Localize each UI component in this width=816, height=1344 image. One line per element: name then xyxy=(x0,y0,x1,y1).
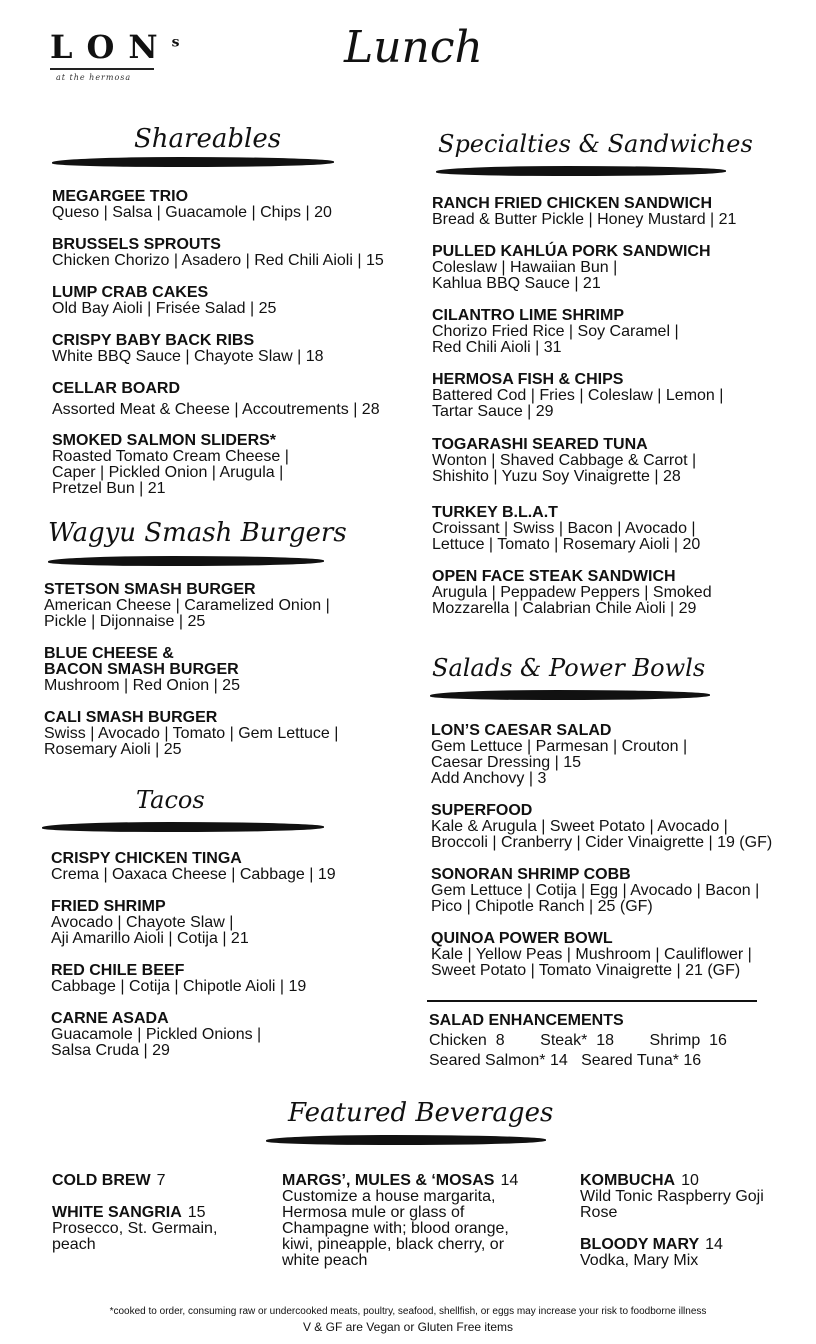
beverage-description: Vodka, Mary Mix xyxy=(580,1252,699,1269)
menu-item-name: CARNE ASADA xyxy=(51,1010,169,1027)
logo-subtitle: at the hermosa xyxy=(56,73,132,82)
menu-item xyxy=(431,867,759,915)
menu-item xyxy=(44,582,330,630)
menu-item xyxy=(51,851,336,883)
menu-item-description: Mushroom | Red Onion | 25 xyxy=(44,677,240,694)
menu-item-description: Gem Lettuce | Parmesan | Crouton | Caesar Dressing | 15 Add Anchovy | 3 xyxy=(431,738,688,787)
menu-item-description: Coleslaw | Hawaiian Bun | Kahlua BBQ Sauce | 21 xyxy=(432,259,618,292)
footer-disclaimer: *cooked to order, consuming raw or undercooked meats, poultry, seafood, shellfish, or eggs may increase your risk to foodborne illness xyxy=(109,1306,707,1317)
menu-item xyxy=(431,931,752,979)
beverage-description: Prosecco, St. Germain, peach xyxy=(52,1220,218,1253)
menu-item-description: Chicken Chorizo | Asadero | Red Chili Aioli | 15 xyxy=(52,252,384,269)
menu-item xyxy=(432,244,711,292)
menu-item-description: Gem Lettuce | Cotija | Egg | Avocado | Bacon | Pico | Chipotle Ranch | 25 (GF) xyxy=(431,882,760,915)
menu-item-description: Battered Cod | Fries | Coleslaw | Lemon | Tartar Sauce | 29 xyxy=(432,387,724,420)
menu-item xyxy=(432,437,696,485)
menu-item xyxy=(52,381,380,418)
menu-item-name: CRISPY CHICKEN TINGA xyxy=(51,850,242,867)
menu-item-description: Old Bay Aioli | Frisée Salad | 25 xyxy=(52,300,277,317)
menu-item-description: Cabbage | Cotija | Chipotle Aioli | 19 xyxy=(51,978,307,995)
logo-text: LON xyxy=(50,28,172,66)
tacos-heading: Tacos xyxy=(136,786,205,814)
menu-item xyxy=(52,237,384,269)
logo-small-text: s xyxy=(171,34,180,51)
menu-item-description: Crema | Oaxaca Cheese | Cabbage | 19 xyxy=(51,866,336,883)
menu-item-name: MEGARGEE TRIO xyxy=(52,188,189,205)
beverage-item xyxy=(580,1173,764,1221)
tacos-brush-divider xyxy=(42,822,324,832)
menu-item-name: OPEN FACE STEAK SANDWICH xyxy=(432,568,676,585)
menu-item-name: RANCH FRIED CHICKEN SANDWICH xyxy=(432,195,712,212)
page-title: Lunch xyxy=(344,22,483,73)
beverage-description: Customize a house margarita, Hermosa mule or glass of Champagne with; blood orange, kiwi, pineapple, black cherry, or white peach xyxy=(282,1188,509,1269)
beverage-name: KOMBUCHA xyxy=(580,1172,676,1189)
menu-item xyxy=(51,963,306,995)
menu-item-description: Arugula | Peppadew Peppers | Smoked Mozzarella | Calabrian Chile Aioli | 29 xyxy=(432,584,712,617)
enhancements-row: Seared Salmon* 14 Seared Tuna* 16 xyxy=(429,1052,702,1069)
menu-item xyxy=(432,308,679,356)
menu-item xyxy=(52,433,289,497)
menu-item xyxy=(52,189,332,221)
specialties-heading: Specialties & Sandwiches xyxy=(438,130,753,158)
menu-item-name: LON’S CAESAR SALAD xyxy=(431,722,612,739)
menu-item-description: Assorted Meat & Cheese | Accoutrements | 28 xyxy=(52,401,380,418)
menu-item-name: SONORAN SHRIMP COBB xyxy=(431,866,631,883)
beverage-price: 10 xyxy=(681,1172,699,1189)
beverages-brush-divider xyxy=(266,1135,546,1145)
menu-item-name: FRIED SHRIMP xyxy=(51,898,166,915)
menu-item-description: Roasted Tomato Cream Cheese | Caper | Pickled Onion | Arugula | Pretzel Bun | 21 xyxy=(52,448,289,497)
menu-item-name: PULLED KAHLÚA PORK SANDWICH xyxy=(432,243,711,260)
menu-item-name: SMOKED SALMON SLIDERS* xyxy=(52,432,277,449)
menu-item-description: Bread & Butter Pickle | Honey Mustard | 21 xyxy=(432,211,737,228)
burgers-heading: Wagyu Smash Burgers xyxy=(48,518,347,548)
menu-item-name: TOGARASHI SEARED TUNA xyxy=(432,436,648,453)
menu-item-description: Kale & Arugula | Sweet Potato | Avocado | Broccoli | Cranberry | Cider Vinaigrette | 19 (GF) xyxy=(431,818,773,851)
beverage-description: Wild Tonic Raspberry Goji Rose xyxy=(580,1188,764,1221)
menu-item-name: CALI SMASH BURGER xyxy=(44,709,218,726)
menu-item-name: CELLAR BOARD xyxy=(52,380,180,397)
menu-item-name: STETSON SMASH BURGER xyxy=(44,581,256,598)
menu-item-name: CILANTRO LIME SHRIMP xyxy=(432,307,624,324)
menu-item xyxy=(44,710,338,758)
enhancements-divider xyxy=(427,1000,757,1002)
footer-legend: V & GF are Vegan or Gluten Free items xyxy=(302,1320,514,1334)
menu-item-name: BLUE CHEESE & BACON SMASH BURGER xyxy=(44,645,239,678)
beverage-name: WHITE SANGRIA xyxy=(52,1204,182,1221)
menu-item xyxy=(432,372,723,420)
burgers-brush-divider xyxy=(48,556,324,566)
beverage-price: 14 xyxy=(500,1172,519,1189)
menu-item-description: Chorizo Fried Rice | Soy Caramel | Red Chili Aioli | 31 xyxy=(432,323,679,356)
menu-item-description: Swiss | Avocado | Tomato | Gem Lettuce | Rosemary Aioli | 25 xyxy=(44,725,339,758)
menu-item-description: Avocado | Chayote Slaw | Aji Amarillo Aioli | Cotija | 21 xyxy=(51,914,249,947)
menu-item-description: Guacamole | Pickled Onions | Salsa Cruda | 29 xyxy=(51,1026,262,1059)
beverage-name: MARGS’, MULES & ‘MOSAS xyxy=(282,1172,495,1189)
menu-item xyxy=(432,196,736,228)
menu-item-name: TURKEY B.L.A.T xyxy=(432,504,558,521)
beverage-price: 14 xyxy=(705,1236,723,1253)
menu-item-description: American Cheese | Caramelized Onion | Pickle | Dijonnaise | 25 xyxy=(44,597,330,630)
beverage-item xyxy=(52,1205,217,1253)
logo-wordmark xyxy=(50,28,180,66)
menu-item xyxy=(431,803,772,851)
shareables-heading: Shareables xyxy=(134,124,282,154)
beverage-item xyxy=(282,1173,518,1269)
menu-item-description: Queso | Salsa | Guacamole | Chips | 20 xyxy=(52,204,332,221)
menu-item xyxy=(44,646,240,694)
beverages-heading: Featured Beverages xyxy=(288,1098,554,1128)
menu-item xyxy=(431,723,687,787)
menu-item-description: White BBQ Sauce | Chayote Slaw | 18 xyxy=(52,348,324,365)
beverage-item xyxy=(52,1173,166,1189)
menu-item-name: CRISPY BABY BACK RIBS xyxy=(52,332,255,349)
menu-item-name: LUMP CRAB CAKES xyxy=(52,284,209,301)
beverage-name: COLD BREW xyxy=(52,1172,151,1189)
menu-item xyxy=(432,505,700,553)
beverage-name: BLOODY MARY xyxy=(580,1236,700,1253)
menu-item xyxy=(51,899,249,947)
menu-item-name: HERMOSA FISH & CHIPS xyxy=(432,371,624,388)
menu-item xyxy=(52,333,324,365)
enhancements-row: Chicken 8 Steak* 18 Shrimp 16 xyxy=(429,1032,727,1049)
beverage-item xyxy=(580,1237,723,1269)
menu-item-name: RED CHILE BEEF xyxy=(51,962,185,979)
menu-item-name: QUINOA POWER BOWL xyxy=(431,930,613,947)
menu-item xyxy=(51,1011,261,1059)
beverage-price: 7 xyxy=(156,1172,166,1189)
menu-item xyxy=(432,569,712,617)
shareables-brush-divider xyxy=(52,157,334,167)
salads-brush-divider xyxy=(430,690,710,700)
menu-item-name: SUPERFOOD xyxy=(431,802,533,819)
salads-heading: Salads & Power Bowls xyxy=(432,654,706,682)
menu-item-description: Croissant | Swiss | Bacon | Avocado | Lettuce | Tomato | Rosemary Aioli | 20 xyxy=(432,520,701,553)
specialties-brush-divider xyxy=(436,166,726,176)
menu-item-description: Kale | Yellow Peas | Mushroom | Cauliflower | Sweet Potato | Tomato Vinaigrette | 21 (GF) xyxy=(431,946,752,979)
menu-item xyxy=(52,285,276,317)
logo-divider xyxy=(50,68,154,70)
menu-item-name: BRUSSELS SPROUTS xyxy=(52,236,221,253)
beverage-price: 15 xyxy=(187,1204,206,1221)
logo xyxy=(50,28,180,82)
enhancements-title: SALAD ENHANCEMENTS xyxy=(429,1012,624,1029)
menu-item-description: Wonton | Shaved Cabbage & Carrot | Shishito | Yuzu Soy Vinaigrette | 28 xyxy=(432,452,697,485)
